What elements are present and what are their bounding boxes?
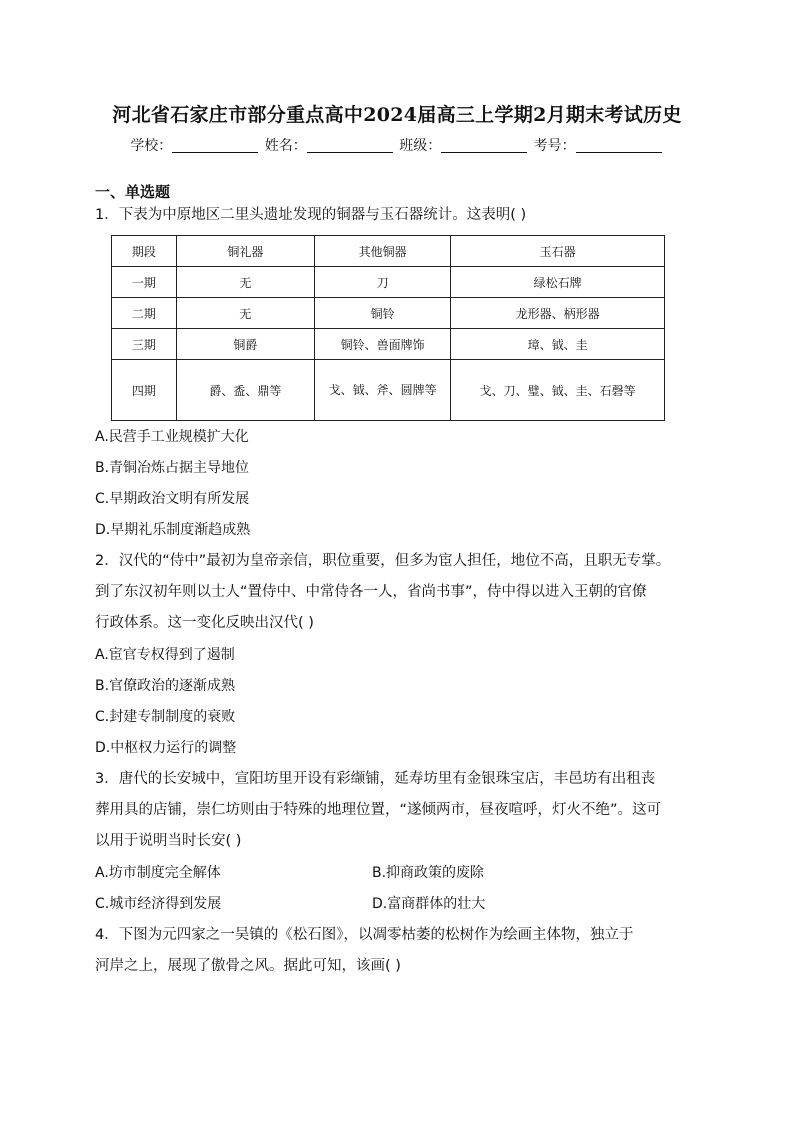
q3-option-c[interactable]: C.城市经济得到发展 bbox=[95, 896, 222, 912]
question-2-line-3: 行政体系。这一变化反映出汉代( ) bbox=[95, 615, 314, 631]
q2-option-c[interactable]: C.封建专制制度的衰败 bbox=[95, 709, 236, 725]
question-4-line-1: 4．下图为元四家之一吴镇的《松石图》，以凋零枯萎的松树作为绘画主体物，独立于 bbox=[95, 927, 634, 943]
table-cell: 戈、钺、斧、圆牌等 bbox=[314, 360, 450, 421]
table-cell: 四期 bbox=[112, 360, 177, 421]
table-cell: 无 bbox=[176, 298, 314, 329]
name-label: 姓名： bbox=[264, 138, 307, 154]
table-cell: 刀 bbox=[314, 267, 450, 298]
table-cell: 绿松石牌 bbox=[451, 267, 665, 298]
q3-option-d[interactable]: D.富商群体的壮大 bbox=[372, 896, 486, 912]
table-header-cell: 其他铜器 bbox=[314, 236, 450, 267]
table-cell: 爵、盉、鼎等 bbox=[176, 360, 314, 421]
question-2-line-1: 2．汉代的“侍中”最初为皇帝亲信，职位重要，但多为宦人担任，地位不高，且职无专掌。 bbox=[95, 553, 671, 569]
bronze-jade-table bbox=[111, 235, 665, 421]
table-cell: 铜铃 bbox=[314, 298, 450, 329]
table-row bbox=[112, 298, 665, 329]
page-title: 河北省石家庄市部分重点高中2024届高三上学期2月期末考试历史 bbox=[112, 104, 682, 126]
q2-option-a[interactable]: A.宦官专权得到了遏制 bbox=[95, 647, 235, 663]
table-cell: 一期 bbox=[112, 267, 177, 298]
question-2-line-2: 到了东汉初年则以士人“置侍中、中常侍各一人，省尚书事”，侍中得以进入王朝的官僚 bbox=[95, 584, 647, 600]
table-row bbox=[112, 267, 665, 298]
table-header-cell: 玉石器 bbox=[451, 236, 665, 267]
q2-option-b[interactable]: B.官僚政治的逐渐成熟 bbox=[95, 678, 236, 694]
table-header-cell: 铜礼器 bbox=[176, 236, 314, 267]
student-info-line bbox=[0, 135, 794, 155]
question-3-line-2: 葬用具的店铺，崇仁坊则由于特殊的地理位置，“遂倾两市，昼夜喧呼，灯火不绝”。这可 bbox=[95, 802, 662, 818]
q1-option-c[interactable]: C.早期政治文明有所发展 bbox=[95, 491, 250, 507]
school-blank[interactable] bbox=[172, 138, 258, 153]
school-label: 学校： bbox=[130, 138, 173, 154]
table-cell: 二期 bbox=[112, 298, 177, 329]
table-row bbox=[112, 360, 665, 421]
question-1-stem: 1．下表为中原地区二里头遗址发现的铜器与玉石器统计。这表明( ) bbox=[95, 207, 527, 223]
question-4-line-2: 河岸之上，展现了傲骨之风。据此可知，该画( ) bbox=[95, 958, 401, 974]
q1-option-d[interactable]: D.早期礼乐制度渐趋成熟 bbox=[95, 522, 251, 538]
section-title: 一、单选题 bbox=[95, 183, 171, 201]
table-cell: 铜铃、兽面牌饰 bbox=[314, 329, 450, 360]
q1-option-a[interactable]: A.民营手工业规模扩大化 bbox=[95, 429, 249, 445]
table-cell: 戈、刀、璧、钺、圭、石磬等 bbox=[451, 360, 665, 421]
table-cell: 无 bbox=[176, 267, 314, 298]
class-label: 班级： bbox=[399, 138, 442, 154]
table-header-cell: 期段 bbox=[112, 236, 177, 267]
table-row bbox=[112, 329, 665, 360]
question-3-line-3: 以用于说明当时长安( ) bbox=[95, 833, 242, 849]
q2-option-d[interactable]: D.中枢权力运行的调整 bbox=[95, 740, 237, 756]
table-cell: 铜爵 bbox=[176, 329, 314, 360]
table-cell: 璋、钺、圭 bbox=[451, 329, 665, 360]
class-blank[interactable] bbox=[441, 138, 527, 153]
table-cell: 三期 bbox=[112, 329, 177, 360]
q3-option-b[interactable]: B.抑商政策的废除 bbox=[372, 865, 485, 881]
name-blank[interactable] bbox=[307, 138, 393, 153]
number-label: 考号： bbox=[533, 138, 576, 154]
q3-option-a[interactable]: A.坊市制度完全解体 bbox=[95, 865, 221, 881]
question-3-line-1: 3．唐代的长安城中，宣阳坊里开设有彩缬铺，延寿坊里有金银珠宝店，丰邑坊有出租丧 bbox=[95, 771, 656, 787]
number-blank[interactable] bbox=[576, 138, 662, 153]
table-cell: 龙形器、柄形器 bbox=[451, 298, 665, 329]
q1-option-b[interactable]: B.青铜冶炼占据主导地位 bbox=[95, 460, 250, 476]
